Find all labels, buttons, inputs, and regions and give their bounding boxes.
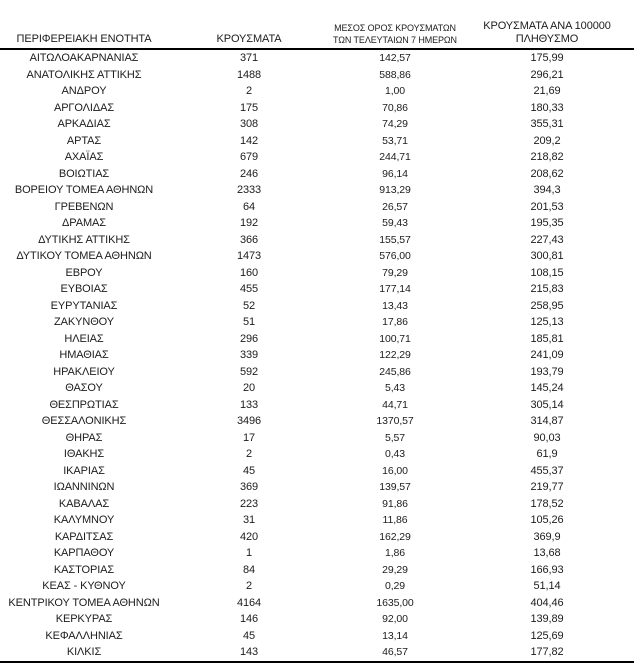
cell-per-100k: 193,79 [530,365,564,378]
cell-per-100k: 195,35 [530,217,564,229]
cell-cases: 1 [245,547,253,559]
cell-region-name: ΑΙΤΩΛΟΑΚΑΡΝΑΝΙΑΣ [29,52,139,64]
table-row [0,397,634,414]
cell-avg-7day: 1370,57 [376,415,414,427]
cell-cases: 2333 [236,184,262,196]
cell-cases: 1473 [236,250,262,262]
table-row [0,67,634,84]
table-row [0,479,634,496]
cell-per-100k: 178,52 [530,497,564,510]
cell-per-100k: 218,82 [530,151,564,163]
cell-cases: 52 [242,299,256,312]
cell-cases: 369 [239,481,259,493]
cell-per-100k: 125,13 [530,316,564,328]
cell-region-name: ΙΩΑΝΝΙΝΩΝ [53,481,115,493]
cell-per-100k: 13,68 [533,547,561,559]
cell-region-name: ΚΑΡΠΑΘΟΥ [53,547,115,559]
table-row [0,182,634,199]
table-row [0,116,634,133]
cell-avg-7day: 46,57 [382,646,408,658]
cell-region-name: ΗΡΑΚΛΕΙΟΥ [53,365,115,378]
cell-cases: 17 [242,431,256,444]
column-header-avg-7day [330,23,460,46]
cell-avg-7day: 29,29 [382,563,408,576]
cell-cases: 1488 [236,68,262,81]
cell-per-100k: 394,3 [533,184,561,196]
cell-avg-7day: 5,57 [384,431,406,444]
table-row [0,430,634,447]
cell-avg-7day: 11,86 [382,514,408,526]
table-row [0,331,634,348]
cell-region-name: ΚΕΦΑΛΛΗΝΙΑΣ [45,629,123,642]
cell-avg-7day: 16,00 [382,464,408,477]
cell-per-100k: 21,69 [533,85,561,97]
cell-region-name: ΚΑΣΤΟΡΙΑΣ [53,563,115,576]
table-row [0,199,634,216]
table-row [0,100,634,117]
table-row [0,364,634,381]
table-row [0,248,634,265]
cell-cases: 420 [239,530,259,543]
cell-cases: 455 [239,283,259,295]
table-row [0,463,634,480]
cell-region-name: ΚΕΑΣ - ΚΥΘΝΟΥ [42,580,126,592]
cell-region-name: ΚΕΡΚΥΡΑΣ [55,613,113,625]
table-row [0,529,634,546]
cell-per-100k: 185,81 [530,332,564,345]
cell-region-name: ΘΕΣΠΡΩΤΙΑΣ [49,398,119,411]
cell-region-name: ΚΕΝΤΡΙΚΟΥ ΤΟΜΕΑ ΑΘΗΝΩΝ [8,596,160,609]
cell-region-name: ΓΡΕΒΕΝΩΝ [54,200,114,213]
cell-region-name: ΔΥΤΙΚΗΣ ΑΤΤΙΚΗΣ [38,233,130,246]
cell-region-name: ΚΑΡΔΙΤΣΑΣ [54,530,114,543]
cell-per-100k: 51,14 [533,580,561,592]
table-row [0,133,634,150]
cell-avg-7day: 1635,00 [376,596,414,609]
cell-per-100k: 145,24 [530,382,564,394]
table-row [0,628,634,645]
cell-avg-7day: 1,86 [384,547,406,559]
cell-avg-7day: 576,00 [379,250,411,262]
cell-avg-7day: 588,86 [379,68,411,81]
cell-per-100k: 105,26 [530,514,564,526]
cell-cases: 133 [239,398,259,411]
cell-cases: 296 [239,332,259,345]
cell-cases: 3496 [236,415,262,427]
table-header-row [0,0,634,50]
column-header-cases-label: ΚΡΟΥΣΜΑΤΑ [216,33,282,45]
cell-avg-7day: 139,57 [379,481,411,493]
table-row [0,413,634,430]
cell-per-100k: 166,93 [530,563,564,576]
cell-per-100k: 175,99 [530,52,564,64]
cell-region-name: ΘΑΣΟΥ [65,382,103,394]
cell-avg-7day: 142,57 [379,52,411,64]
table-row [0,298,634,315]
column-header-per-100k-line1: ΚΡΟΥΣΜΑΤΑ ΑΝΑ 100000 [483,20,611,32]
cell-region-name: ΗΜΑΘΙΑΣ [59,349,109,361]
column-header-region [0,33,168,46]
column-header-per-100k-line2: ΠΛΗΘΥΣΜΟ [515,33,579,45]
cell-avg-7day: 53,71 [382,134,408,147]
cell-region-name: ΘΕΣΣΑΛΟΝΙΚΗΣ [41,415,127,427]
cell-cases: 2 [245,448,253,460]
cell-avg-7day: 245,86 [379,365,411,378]
cell-cases: 146 [239,613,259,625]
cell-per-100k: 219,77 [530,481,564,493]
column-header-region-label: ΠΕΡΙΦΕΡΕΙΑΚΗ ΕΝΟΤΗΤΑ [16,33,152,45]
cell-region-name: ΔΡΑΜΑΣ [62,217,106,229]
cell-cases: 142 [239,134,259,147]
table-row [0,578,634,595]
cell-cases: 45 [242,464,256,477]
cell-avg-7day: 96,14 [382,167,408,180]
cell-cases: 2 [245,580,253,592]
cell-avg-7day: 913,29 [379,184,411,196]
cell-region-name: ΑΝΑΤΟΛΙΚΗΣ ΑΤΤΙΚΗΣ [26,68,142,81]
cell-avg-7day: 0,29 [384,580,406,592]
cell-per-100k: 258,95 [530,299,564,312]
cell-region-name: ΗΛΕΙΑΣ [64,332,104,345]
cell-avg-7day: 91,86 [382,497,408,510]
table-row [0,512,634,529]
cell-cases: 143 [239,646,259,658]
cell-per-100k: 125,69 [530,629,564,642]
cell-cases: 51 [242,316,256,328]
cell-avg-7day: 0,43 [384,448,406,460]
cell-region-name: ΙΘΑΚΗΣ [63,448,105,460]
cell-avg-7day: 13,43 [382,299,408,312]
table-row [0,83,634,100]
cell-avg-7day: 5,43 [384,382,406,394]
cell-region-name: ΑΡΚΑΔΙΑΣ [57,118,111,130]
cell-cases: 4164 [236,596,262,609]
column-header-cases [168,33,330,46]
cell-avg-7day: 44,71 [382,398,408,411]
table-row [0,232,634,249]
cell-avg-7day: 74,29 [382,118,408,130]
cell-cases: 371 [239,52,259,64]
cell-avg-7day: 70,86 [382,101,408,114]
table-row [0,50,634,67]
cell-avg-7day: 100,71 [379,332,411,345]
cell-cases: 84 [242,563,256,576]
cell-per-100k: 296,21 [530,68,564,81]
table-row [0,545,634,562]
cell-per-100k: 404,46 [530,596,564,609]
cell-per-100k: 208,62 [530,167,564,180]
cell-cases: 175 [239,101,259,114]
cell-cases: 679 [239,151,259,163]
table-row [0,562,634,579]
cell-cases: 31 [242,514,256,526]
cell-per-100k: 369,9 [533,530,561,543]
table-row [0,149,634,166]
cell-per-100k: 215,83 [530,283,564,295]
cell-avg-7day: 26,57 [382,200,408,213]
cell-avg-7day: 92,00 [382,613,408,625]
cell-per-100k: 177,82 [530,646,564,658]
cell-cases: 339 [239,349,259,361]
cell-region-name: ΘΗΡΑΣ [65,431,103,444]
table-row [0,595,634,612]
table-row [0,380,634,397]
cell-cases: 45 [242,629,256,642]
cell-per-100k: 227,43 [530,233,564,246]
cell-cases: 592 [239,365,259,378]
table-row [0,281,634,298]
cell-region-name: ΔΥΤΙΚΟΥ ΤΟΜΕΑ ΑΘΗΝΩΝ [16,250,152,262]
cell-avg-7day: 13,14 [382,629,408,642]
table-row [0,314,634,331]
cell-cases: 366 [239,233,259,246]
table-row [0,215,634,232]
table-row [0,496,634,513]
cell-avg-7day: 162,29 [379,530,411,543]
cell-per-100k: 139,89 [530,613,564,625]
cell-avg-7day: 177,14 [379,283,411,295]
cell-avg-7day: 155,57 [379,233,411,246]
cell-avg-7day: 1,00 [384,85,406,97]
cell-region-name: ΚΑΒΑΛΑΣ [58,497,110,510]
cell-cases: 160 [239,266,259,279]
cell-avg-7day: 122,29 [379,349,411,361]
table-row [0,265,634,282]
table-row [0,347,634,364]
cell-avg-7day: 244,71 [379,151,411,163]
cell-per-100k: 180,33 [530,101,564,114]
cell-region-name: ΚΙΛΚΙΣ [66,646,102,658]
cell-region-name: ΚΑΛΥΜΝΟΥ [53,514,115,526]
cell-region-name: ΑΧΑΪΑΣ [64,151,104,163]
cell-region-name: ΑΡΓΟΛΙΔΑΣ [53,101,115,114]
cell-per-100k: 61,9 [536,448,558,460]
cell-per-100k: 355,31 [530,118,564,130]
cell-region-name: ΑΝΔΡΟΥ [61,85,107,97]
cell-per-100k: 314,87 [530,415,564,427]
cell-per-100k: 300,81 [530,250,564,262]
column-header-per-100k [460,20,634,46]
table-row [0,166,634,183]
cell-cases: 192 [239,217,259,229]
cell-cases: 308 [239,118,259,130]
cell-region-name: ΕΒΡΟΥ [65,266,103,279]
cell-per-100k: 455,37 [530,464,564,477]
cell-cases: 246 [239,167,259,180]
cell-region-name: ΕΥΒΟΙΑΣ [60,283,108,295]
cell-per-100k: 241,09 [530,349,564,361]
table-body [0,50,634,663]
cell-per-100k: 108,15 [530,266,564,279]
cell-region-name: ΙΚΑΡΙΑΣ [63,464,105,477]
cell-per-100k: 209,2 [533,134,561,147]
cell-region-name: ΒΟΡΕΙΟΥ ΤΟΜΕΑ ΑΘΗΝΩΝ [14,184,154,196]
cell-cases: 2 [245,85,253,97]
cell-avg-7day: 79,29 [382,266,408,279]
cell-avg-7day: 59,43 [382,217,408,229]
cell-avg-7day: 17,86 [382,316,408,328]
table-row [0,644,634,661]
table-row [0,611,634,628]
cell-region-name: ΒΟΙΩΤΙΑΣ [58,167,110,180]
cell-region-name: ΖΑΚΥΝΘΟΥ [54,316,114,328]
cell-cases: 223 [239,497,259,510]
cell-cases: 64 [242,200,256,213]
table-row [0,446,634,463]
cell-cases: 20 [242,382,256,394]
cell-region-name: ΕΥΡΥΤΑΝΙΑΣ [50,299,118,312]
column-header-avg-7day-line1: ΜΕΣΟΣ ΟΡΟΣ ΚΡΟΥΣΜΑΤΩΝ [334,23,456,33]
column-header-avg-7day-line2: ΤΩΝ ΤΕΛΕΥΤΑΙΩΝ 7 ΗΜΕΡΩΝ [333,34,457,45]
cell-region-name: ΑΡΤΑΣ [66,134,102,147]
cell-per-100k: 305,14 [530,398,564,411]
cell-per-100k: 201,53 [530,200,564,213]
cell-per-100k: 90,03 [533,431,561,444]
